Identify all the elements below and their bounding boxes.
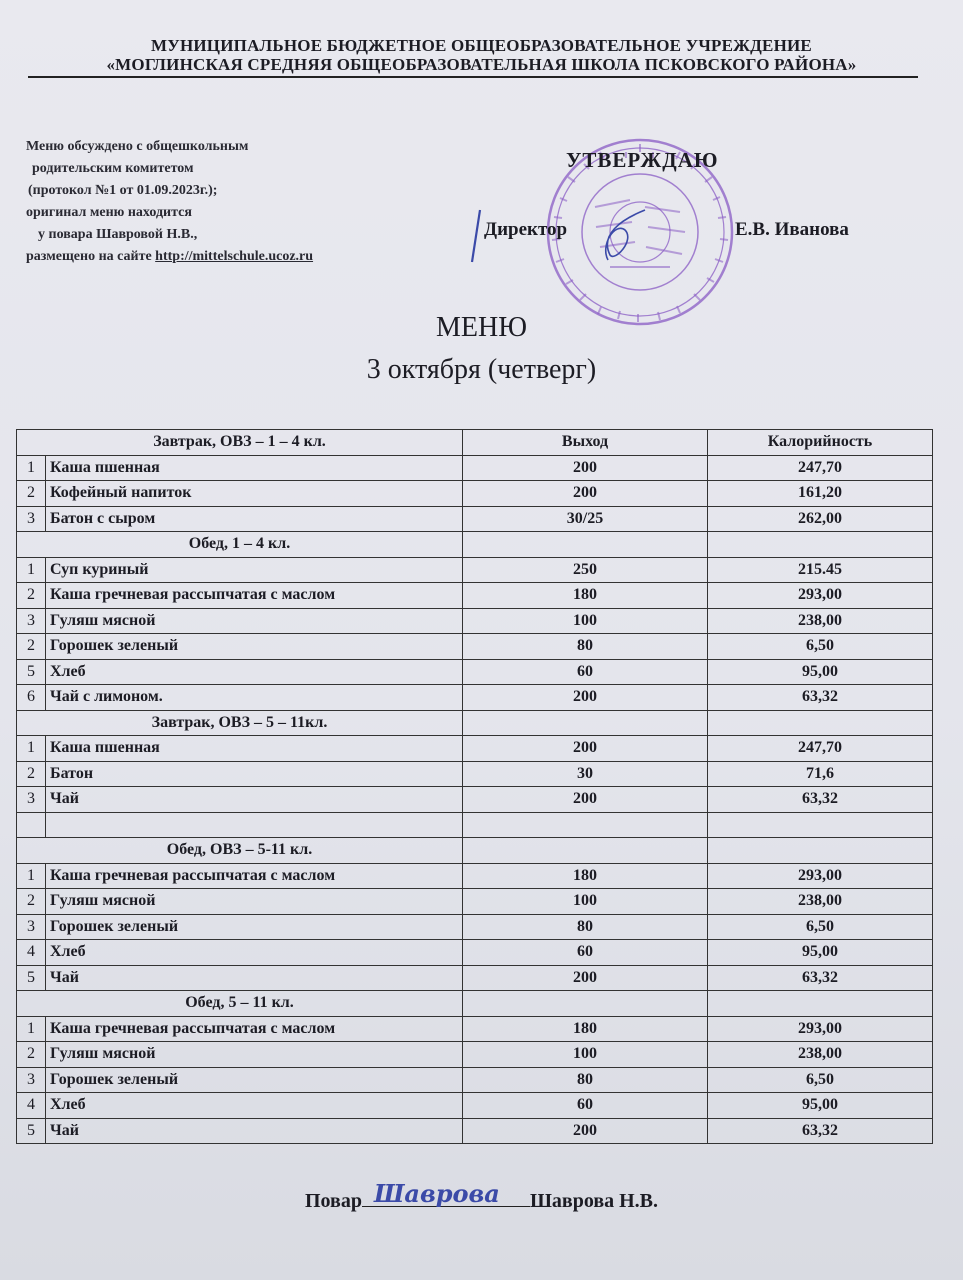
- dish-calories: 95,00: [708, 940, 933, 966]
- dish-calories: 247,70: [708, 455, 933, 481]
- section-title: Обед, 5 – 11 кл.: [17, 991, 463, 1017]
- row-number: 2: [17, 889, 46, 915]
- site-link[interactable]: http://mittelschule.ucoz.ru: [155, 249, 314, 264]
- dish-calories: 238,00: [708, 1042, 933, 1068]
- dish-name: Хлеб: [46, 940, 463, 966]
- table-row: [17, 557, 933, 583]
- row-number: 5: [17, 1118, 46, 1144]
- table-row: [17, 583, 933, 609]
- dish-name: Каша гречневая рассыпчатая с маслом: [46, 583, 463, 609]
- note-line-site: [26, 246, 313, 268]
- row-number: 4: [17, 1093, 46, 1119]
- dish-calories: 95,00: [708, 659, 933, 685]
- dish-calories: 63,32: [708, 1118, 933, 1144]
- cook-signature: [370, 1174, 530, 1214]
- dish-calories: 6,50: [708, 914, 933, 940]
- dish-name: Горошек зеленый: [46, 914, 463, 940]
- row-number: 2: [17, 761, 46, 787]
- org-header-line2: «МОГЛИНСКАЯ СРЕДНЯЯ ОБЩЕОБРАЗОВАТЕЛЬНАЯ ШКОЛА ПСКОВСКОГО РАЙОНА»: [106, 55, 857, 74]
- dish-output: 200: [463, 685, 708, 711]
- dish-output: 200: [463, 736, 708, 762]
- dish-calories: 238,00: [708, 889, 933, 915]
- cook-label: Повар: [304, 1190, 362, 1212]
- section-title: Завтрак, ОВЗ – 5 – 11кл.: [17, 710, 463, 736]
- signature-line: [362, 1179, 530, 1208]
- dish-output: 100: [463, 608, 708, 634]
- page-title: МЕНЮ: [436, 312, 527, 343]
- table-row: [17, 761, 933, 787]
- dish-output: 30/25: [463, 506, 708, 532]
- page-subtitle: 3 октября (четверг): [366, 354, 597, 385]
- column-header-output: Выход: [463, 430, 708, 456]
- dish-output: 100: [463, 1042, 708, 1068]
- section-title: Обед, 1 – 4 кл.: [17, 532, 463, 558]
- dish-calories: 63,32: [708, 685, 933, 711]
- table-row: [17, 940, 933, 966]
- table-row: [17, 455, 933, 481]
- dish-output: 200: [463, 481, 708, 507]
- dish-calories: 63,32: [708, 965, 933, 991]
- note-site-prefix: размещено на сайте: [26, 249, 156, 264]
- dish-output: 200: [463, 1118, 708, 1144]
- dish-name: Батон: [46, 761, 463, 787]
- table-row: [17, 481, 933, 507]
- dish-output: 60: [463, 940, 708, 966]
- row-number: 3: [17, 506, 46, 532]
- dish-calories: 161,20: [708, 481, 933, 507]
- dish-name: Чай: [46, 787, 463, 813]
- dish-calories: 6,50: [708, 634, 933, 660]
- dish-calories: 238,00: [708, 608, 933, 634]
- note-line: родительским комитетом: [32, 161, 194, 176]
- dish-name: Батон с сыром: [46, 506, 463, 532]
- table-row: [17, 1067, 933, 1093]
- section-row: [17, 838, 933, 864]
- dish-name: Каша гречневая рассыпчатая с маслом: [46, 863, 463, 889]
- section-output-cell: [463, 532, 708, 558]
- dish-output: 80: [463, 634, 708, 660]
- dish-name: Суп куриный: [46, 557, 463, 583]
- dish-name: Гуляш мясной: [46, 1042, 463, 1068]
- table-row: [17, 685, 933, 711]
- note-line: (протокол №1 от 01.09.2023г.);: [28, 183, 218, 198]
- dish-output: 80: [463, 1067, 708, 1093]
- director-name: Е.В. Иванова: [735, 219, 849, 240]
- row-number: [17, 812, 46, 838]
- row-number: 1: [17, 557, 46, 583]
- dish-output: 180: [463, 583, 708, 609]
- table-row: [17, 1093, 933, 1119]
- row-number: 1: [17, 1016, 46, 1042]
- section-row: [17, 991, 933, 1017]
- dish-output: 180: [463, 863, 708, 889]
- row-number: 6: [17, 685, 46, 711]
- dish-output: 200: [463, 455, 708, 481]
- row-number: 3: [17, 914, 46, 940]
- row-number: 1: [17, 455, 46, 481]
- dish-output: [463, 812, 708, 838]
- table-row: [17, 863, 933, 889]
- dish-output: 60: [463, 1093, 708, 1119]
- table-row: [17, 787, 933, 813]
- dish-output: 180: [463, 1016, 708, 1042]
- cook-name: Шаврова Н.В.: [529, 1190, 659, 1212]
- dish-name: Хлеб: [46, 659, 463, 685]
- menu-table: [16, 429, 933, 1144]
- dish-calories: 71,6: [708, 761, 933, 787]
- dish-output: 250: [463, 557, 708, 583]
- dish-name: Каша пшенная: [46, 455, 463, 481]
- dish-name: Гуляш мясной: [46, 889, 463, 915]
- row-number: 5: [17, 965, 46, 991]
- section-calories-cell: [708, 991, 933, 1017]
- table-row: [17, 1118, 933, 1144]
- dish-calories: 262,00: [708, 506, 933, 532]
- row-number: 2: [17, 1042, 46, 1068]
- note-line: у повара Шавровой Н.В.,: [38, 227, 198, 242]
- table-row: [17, 889, 933, 915]
- dish-name: Чай: [46, 965, 463, 991]
- dish-output: 80: [463, 914, 708, 940]
- dish-calories: [708, 812, 933, 838]
- dish-calories: 293,00: [708, 863, 933, 889]
- dish-name: Гуляш мясной: [46, 608, 463, 634]
- row-number: 2: [17, 634, 46, 660]
- row-number: 3: [17, 787, 46, 813]
- table-header-row: [17, 430, 933, 456]
- director-label: Директор: [484, 219, 568, 240]
- dish-name: Хлеб: [46, 1093, 463, 1119]
- section-title: Обед, ОВЗ – 5-11 кл.: [17, 838, 463, 864]
- table-row: [17, 659, 933, 685]
- table-row: [17, 608, 933, 634]
- table-row: [17, 965, 933, 991]
- dish-output: 30: [463, 761, 708, 787]
- section-calories-cell: [708, 838, 933, 864]
- dish-name: [46, 812, 463, 838]
- table-row: [17, 1016, 933, 1042]
- approve-heading: УТВЕРЖДАЮ: [566, 148, 719, 172]
- section-calories-cell: [708, 532, 933, 558]
- approval-note: [26, 136, 313, 268]
- row-number: 1: [17, 863, 46, 889]
- dish-output: 200: [463, 965, 708, 991]
- cook-signature-text: Шаврова: [373, 1179, 500, 1208]
- dish-name: Чай с лимоном.: [46, 685, 463, 711]
- section-row: [17, 710, 933, 736]
- dish-name: Каша пшенная: [46, 736, 463, 762]
- cook-signature-line: [0, 1179, 963, 1213]
- row-number: 3: [17, 1067, 46, 1093]
- dish-output: 200: [463, 787, 708, 813]
- dish-calories: 293,00: [708, 1016, 933, 1042]
- row-number: 3: [17, 608, 46, 634]
- dish-name: Горошек зеленый: [46, 1067, 463, 1093]
- table-row: [17, 914, 933, 940]
- dish-name: Горошек зеленый: [46, 634, 463, 660]
- dish-calories: 247,70: [708, 736, 933, 762]
- table-row: [17, 736, 933, 762]
- dish-name: Чай: [46, 1118, 463, 1144]
- dish-output: 60: [463, 659, 708, 685]
- dish-calories: 95,00: [708, 1093, 933, 1119]
- table-row: [17, 506, 933, 532]
- header-divider: [28, 76, 918, 78]
- dish-calories: 63,32: [708, 787, 933, 813]
- column-header-meal: Завтрак, ОВЗ – 1 – 4 кл.: [17, 430, 463, 456]
- row-number: 2: [17, 481, 46, 507]
- dish-calories: 293,00: [708, 583, 933, 609]
- dish-output: 100: [463, 889, 708, 915]
- section-output-cell: [463, 838, 708, 864]
- org-header-line1: МУНИЦИПАЛЬНОЕ БЮДЖЕТНОЕ ОБЩЕОБРАЗОВАТЕЛЬНОЕ УЧРЕЖДЕНИЕ: [151, 36, 812, 55]
- dish-calories: 6,50: [708, 1067, 933, 1093]
- dish-calories: 215.45: [708, 557, 933, 583]
- row-number: 2: [17, 583, 46, 609]
- table-row: [17, 634, 933, 660]
- section-calories-cell: [708, 710, 933, 736]
- section-output-cell: [463, 710, 708, 736]
- column-header-calories: Калорийность: [708, 430, 933, 456]
- row-number: 4: [17, 940, 46, 966]
- row-number: 1: [17, 736, 46, 762]
- dish-name: Кофейный напиток: [46, 481, 463, 507]
- table-row: [17, 1042, 933, 1068]
- row-number: 5: [17, 659, 46, 685]
- note-line: Меню обсуждено с общешкольным: [26, 139, 249, 154]
- dish-name: Каша гречневая рассыпчатая с маслом: [46, 1016, 463, 1042]
- section-row: [17, 532, 933, 558]
- section-output-cell: [463, 991, 708, 1017]
- table-row: [17, 812, 933, 838]
- note-line: оригинал меню находится: [26, 205, 192, 220]
